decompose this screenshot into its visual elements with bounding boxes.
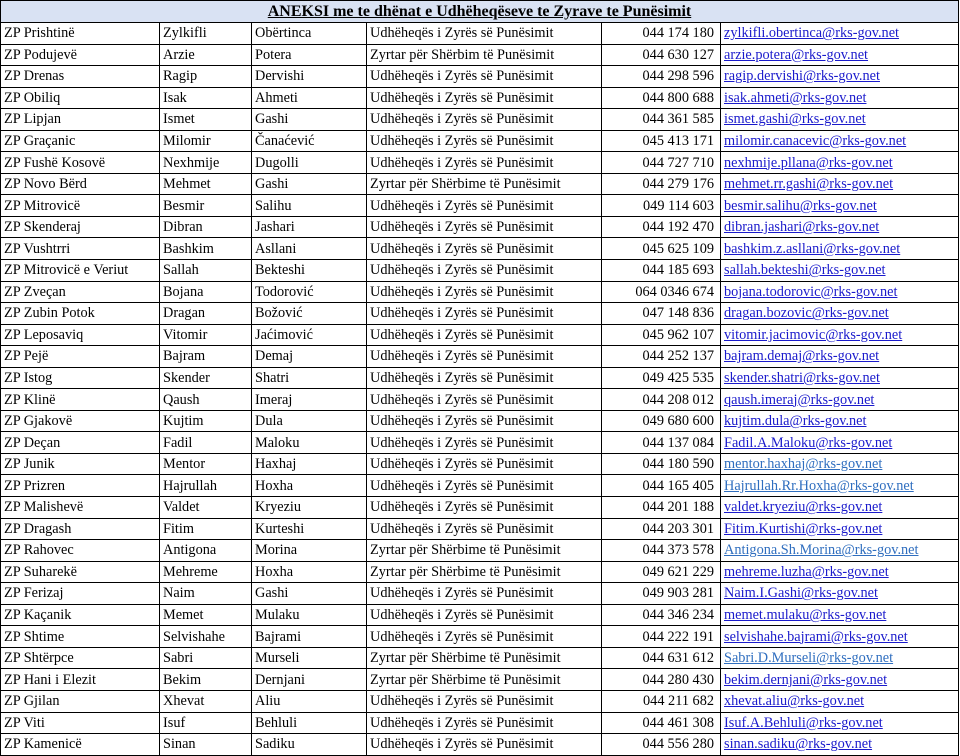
- first-name-cell: Bojana: [160, 281, 252, 303]
- table-row: [1, 432, 959, 454]
- last-name-cell: Morina: [252, 540, 367, 562]
- email-link[interactable]: selvishahe.bajrami@rks-gov.net: [721, 626, 959, 648]
- email-link[interactable]: bashkim.z.asllani@rks-gov.net: [721, 238, 959, 260]
- position-cell: Udhëheqës i Zyrës së Punësimit: [367, 367, 602, 389]
- last-name-cell: Dugolli: [252, 152, 367, 174]
- first-name-cell: Bashkim: [160, 238, 252, 260]
- phone-cell: 044 346 234: [602, 604, 721, 626]
- office-cell: ZP Suharekë: [1, 561, 160, 583]
- last-name-cell: Ahmeti: [252, 87, 367, 109]
- phone-cell: 044 631 612: [602, 647, 721, 669]
- first-name-cell: Valdet: [160, 497, 252, 519]
- office-cell: ZP Malishevë: [1, 497, 160, 519]
- phone-cell: 044 630 127: [602, 44, 721, 66]
- office-cell: ZP Gjilan: [1, 690, 160, 712]
- phone-cell: 049 903 281: [602, 583, 721, 605]
- email-link[interactable]: valdet.kryeziu@rks-gov.net: [721, 497, 959, 519]
- last-name-cell: Imeraj: [252, 389, 367, 411]
- phone-cell: 044 279 176: [602, 173, 721, 195]
- position-cell: Udhëheqës i Zyrës së Punësimit: [367, 87, 602, 109]
- table-row: [1, 583, 959, 605]
- phone-cell: 049 680 600: [602, 410, 721, 432]
- last-name-cell: Obërtinca: [252, 23, 367, 45]
- last-name-cell: Hoxha: [252, 475, 367, 497]
- position-cell: Udhëheqës i Zyrës së Punësimit: [367, 195, 602, 217]
- last-name-cell: Maloku: [252, 432, 367, 454]
- table-row: [1, 604, 959, 626]
- first-name-cell: Milomir: [160, 130, 252, 152]
- email-link[interactable]: ragip.dervishi@rks-gov.net: [721, 66, 959, 88]
- table-row: [1, 66, 959, 88]
- first-name-cell: Dibran: [160, 216, 252, 238]
- office-cell: ZP Podujevë: [1, 44, 160, 66]
- table-row: [1, 367, 959, 389]
- office-cell: ZP Pejë: [1, 346, 160, 368]
- phone-cell: 044 211 682: [602, 690, 721, 712]
- last-name-cell: Dernjani: [252, 669, 367, 691]
- first-name-cell: Vitomir: [160, 324, 252, 346]
- last-name-cell: Gashi: [252, 173, 367, 195]
- office-cell: ZP Prishtinë: [1, 23, 160, 45]
- last-name-cell: Potera: [252, 44, 367, 66]
- phone-cell: 045 962 107: [602, 324, 721, 346]
- office-cell: ZP Dragash: [1, 518, 160, 540]
- office-cell: ZP Klinë: [1, 389, 160, 411]
- office-cell: ZP Rahovec: [1, 540, 160, 562]
- first-name-cell: Sinan: [160, 734, 252, 756]
- last-name-cell: Haxhaj: [252, 453, 367, 475]
- position-cell: Udhëheqës i Zyrës së Punësimit: [367, 238, 602, 260]
- first-name-cell: Xhevat: [160, 690, 252, 712]
- email-link[interactable]: memet.mulaku@rks-gov.net: [721, 604, 959, 626]
- office-cell: ZP Novo Bërd: [1, 173, 160, 195]
- office-cell: ZP Drenas: [1, 66, 160, 88]
- email-link[interactable]: xhevat.aliu@rks-gov.net: [721, 690, 959, 712]
- table-row: [1, 260, 959, 282]
- email-link[interactable]: mehmet.rr.gashi@rks-gov.net: [721, 173, 959, 195]
- email-link[interactable]: qaush.imeraj@rks-gov.net: [721, 389, 959, 411]
- office-cell: ZP Zubin Potok: [1, 303, 160, 325]
- position-cell: Udhëheqës i Zyrës së Punësimit: [367, 324, 602, 346]
- phone-cell: 044 208 012: [602, 389, 721, 411]
- position-cell: Udhëheqës i Zyrës së Punësimit: [367, 432, 602, 454]
- table-row: [1, 195, 959, 217]
- email-link[interactable]: milomir.canacevic@rks-gov.net: [721, 130, 959, 152]
- last-name-cell: Todorović: [252, 281, 367, 303]
- first-name-cell: Fadil: [160, 432, 252, 454]
- first-name-cell: Memet: [160, 604, 252, 626]
- last-name-cell: Božović: [252, 303, 367, 325]
- office-cell: ZP Graçanic: [1, 130, 160, 152]
- office-cell: ZP Shtime: [1, 626, 160, 648]
- table-row: [1, 130, 959, 152]
- first-name-cell: Antigona: [160, 540, 252, 562]
- office-cell: ZP Lipjan: [1, 109, 160, 131]
- table-row: [1, 497, 959, 519]
- email-link[interactable]: isak.ahmeti@rks-gov.net: [721, 87, 959, 109]
- first-name-cell: Mentor: [160, 453, 252, 475]
- last-name-cell: Kurteshi: [252, 518, 367, 540]
- last-name-cell: Hoxha: [252, 561, 367, 583]
- position-cell: Udhëheqës i Zyrës së Punësimit: [367, 260, 602, 282]
- position-cell: Udhëheqës i Zyrës së Punësimit: [367, 216, 602, 238]
- email-link[interactable]: dibran.jashari@rks-gov.net: [721, 216, 959, 238]
- first-name-cell: Isuf: [160, 712, 252, 734]
- phone-cell: 044 180 590: [602, 453, 721, 475]
- position-cell: Udhëheqës i Zyrës së Punësimit: [367, 518, 602, 540]
- last-name-cell: Behluli: [252, 712, 367, 734]
- phone-cell: 044 361 585: [602, 109, 721, 131]
- position-cell: Udhëheqës i Zyrës së Punësimit: [367, 690, 602, 712]
- first-name-cell: Nexhmije: [160, 152, 252, 174]
- email-link[interactable]: arzie.potera@rks-gov.net: [721, 44, 959, 66]
- last-name-cell: Gashi: [252, 109, 367, 131]
- position-cell: Udhëheqës i Zyrës së Punësimit: [367, 66, 602, 88]
- office-cell: ZP Kamenicë: [1, 734, 160, 756]
- first-name-cell: Zylkifli: [160, 23, 252, 45]
- phone-cell: 044 192 470: [602, 216, 721, 238]
- email-link[interactable]: dragan.bozovic@rks-gov.net: [721, 303, 959, 325]
- table-row: [1, 44, 959, 66]
- phone-cell: 049 114 603: [602, 195, 721, 217]
- office-cell: ZP Shtërpce: [1, 647, 160, 669]
- email-link[interactable]: mehreme.luzha@rks-gov.net: [721, 561, 959, 583]
- table-row: [1, 346, 959, 368]
- phone-cell: 049 425 535: [602, 367, 721, 389]
- phone-cell: 044 137 084: [602, 432, 721, 454]
- office-cell: ZP Viti: [1, 712, 160, 734]
- first-name-cell: Sabri: [160, 647, 252, 669]
- table-row: [1, 324, 959, 346]
- email-link[interactable]: Sabri.D.Murseli@rks-gov.net: [721, 647, 959, 669]
- position-cell: Zyrtar për Shërbim të Punësimit: [367, 44, 602, 66]
- table-row: [1, 518, 959, 540]
- email-link[interactable]: sinan.sadiku@rks-gov.net: [721, 734, 959, 756]
- last-name-cell: Kryeziu: [252, 497, 367, 519]
- phone-cell: 044 252 137: [602, 346, 721, 368]
- office-cell: ZP Hani i Elezit: [1, 669, 160, 691]
- last-name-cell: Mulaku: [252, 604, 367, 626]
- office-cell: ZP Kaçanik: [1, 604, 160, 626]
- first-name-cell: Qaush: [160, 389, 252, 411]
- email-link[interactable]: zylkifli.obertinca@rks-gov.net: [721, 23, 959, 45]
- last-name-cell: Demaj: [252, 346, 367, 368]
- phone-cell: 044 298 596: [602, 66, 721, 88]
- email-link[interactable]: Naim.I.Gashi@rks-gov.net: [721, 583, 959, 605]
- last-name-cell: Sadiku: [252, 734, 367, 756]
- position-cell: Udhëheqës i Zyrës së Punësimit: [367, 23, 602, 45]
- phone-cell: 047 148 836: [602, 303, 721, 325]
- phone-cell: 044 165 405: [602, 475, 721, 497]
- table-row: [1, 410, 959, 432]
- position-cell: Udhëheqës i Zyrës së Punësimit: [367, 453, 602, 475]
- table-row: [1, 690, 959, 712]
- phone-cell: 049 621 229: [602, 561, 721, 583]
- last-name-cell: Bajrami: [252, 626, 367, 648]
- table-row: [1, 712, 959, 734]
- table-row: [1, 647, 959, 669]
- office-cell: ZP Ferizaj: [1, 583, 160, 605]
- office-cell: ZP Vushtrri: [1, 238, 160, 260]
- email-link[interactable]: bekim.dernjani@rks-gov.net: [721, 669, 959, 691]
- position-cell: Udhëheqës i Zyrës së Punësimit: [367, 604, 602, 626]
- last-name-cell: Salihu: [252, 195, 367, 217]
- first-name-cell: Bekim: [160, 669, 252, 691]
- office-cell: ZP Junik: [1, 453, 160, 475]
- office-cell: ZP Mitrovicë e Veriut: [1, 260, 160, 282]
- first-name-cell: Kujtim: [160, 410, 252, 432]
- email-link[interactable]: bajram.demaj@rks-gov.net: [721, 346, 959, 368]
- first-name-cell: Bajram: [160, 346, 252, 368]
- last-name-cell: Jaćimović: [252, 324, 367, 346]
- last-name-cell: Dula: [252, 410, 367, 432]
- last-name-cell: Aliu: [252, 690, 367, 712]
- position-cell: Udhëheqës i Zyrës së Punësimit: [367, 389, 602, 411]
- office-cell: ZP Fushë Kosovë: [1, 152, 160, 174]
- document-title: ANEKSI me te dhënat e Udhëheqëseve te Zyrave te Punësimit: [1, 1, 959, 23]
- email-link[interactable]: Fadil.A.Maloku@rks-gov.net: [721, 432, 959, 454]
- table-row: [1, 23, 959, 45]
- email-link[interactable]: Hajrullah.Rr.Hoxha@rks-gov.net: [721, 475, 959, 497]
- email-link[interactable]: nexhmije.pllana@rks-gov.net: [721, 152, 959, 174]
- position-cell: Udhëheqës i Zyrës së Punësimit: [367, 410, 602, 432]
- first-name-cell: Besmir: [160, 195, 252, 217]
- phone-cell: 044 556 280: [602, 734, 721, 756]
- position-cell: Udhëheqës i Zyrës së Punësimit: [367, 475, 602, 497]
- phone-cell: 044 461 308: [602, 712, 721, 734]
- last-name-cell: Murseli: [252, 647, 367, 669]
- first-name-cell: Mehreme: [160, 561, 252, 583]
- email-link[interactable]: Fitim.Kurtishi@rks-gov.net: [721, 518, 959, 540]
- table-row: [1, 303, 959, 325]
- table-row: [1, 152, 959, 174]
- table-row: [1, 669, 959, 691]
- first-name-cell: Fitim: [160, 518, 252, 540]
- phone-cell: 044 185 693: [602, 260, 721, 282]
- phone-cell: 044 800 688: [602, 87, 721, 109]
- position-cell: Zyrtar për Shërbime të Punësimit: [367, 561, 602, 583]
- first-name-cell: Dragan: [160, 303, 252, 325]
- office-cell: ZP Istog: [1, 367, 160, 389]
- office-cell: ZP Gjakovë: [1, 410, 160, 432]
- position-cell: Zyrtar për Shërbime të Punësimit: [367, 669, 602, 691]
- email-link[interactable]: Isuf.A.Behluli@rks-gov.net: [721, 712, 959, 734]
- position-cell: Udhëheqës i Zyrës së Punësimit: [367, 303, 602, 325]
- first-name-cell: Ragip: [160, 66, 252, 88]
- office-cell: ZP Zveçan: [1, 281, 160, 303]
- phone-cell: 044 201 188: [602, 497, 721, 519]
- phone-cell: 044 280 430: [602, 669, 721, 691]
- email-link[interactable]: besmir.salihu@rks-gov.net: [721, 195, 959, 217]
- email-link[interactable]: sallah.bekteshi@rks-gov.net: [721, 260, 959, 282]
- table-row: [1, 216, 959, 238]
- email-link[interactable]: skender.shatri@rks-gov.net: [721, 367, 959, 389]
- position-cell: Zyrtar për Shërbime të Punësimit: [367, 540, 602, 562]
- table-row: [1, 281, 959, 303]
- position-cell: Udhëheqës i Zyrës së Punësimit: [367, 346, 602, 368]
- email-link[interactable]: bojana.todorovic@rks-gov.net: [721, 281, 959, 303]
- last-name-cell: Jashari: [252, 216, 367, 238]
- last-name-cell: Gashi: [252, 583, 367, 605]
- email-link[interactable]: Antigona.Sh.Morina@rks-gov.net: [721, 540, 959, 562]
- phone-cell: 044 203 301: [602, 518, 721, 540]
- position-cell: Zyrtar për Shërbime të Punësimit: [367, 173, 602, 195]
- office-cell: ZP Leposaviq: [1, 324, 160, 346]
- office-cell: ZP Skenderaj: [1, 216, 160, 238]
- phone-cell: 045 413 171: [602, 130, 721, 152]
- email-link[interactable]: mentor.haxhaj@rks-gov.net: [721, 453, 959, 475]
- table-row: [1, 87, 959, 109]
- table-row: [1, 626, 959, 648]
- phone-cell: 044 174 180: [602, 23, 721, 45]
- last-name-cell: Čanaćević: [252, 130, 367, 152]
- phone-cell: 044 727 710: [602, 152, 721, 174]
- table-row: [1, 238, 959, 260]
- position-cell: Udhëheqës i Zyrës së Punësimit: [367, 281, 602, 303]
- office-cell: ZP Mitrovicë: [1, 195, 160, 217]
- table-row: [1, 173, 959, 195]
- position-cell: Udhëheqës i Zyrës së Punësimit: [367, 583, 602, 605]
- phone-cell: 044 222 191: [602, 626, 721, 648]
- first-name-cell: Isak: [160, 87, 252, 109]
- last-name-cell: Asllani: [252, 238, 367, 260]
- email-link[interactable]: ismet.gashi@rks-gov.net: [721, 109, 959, 131]
- phone-cell: 064 0346 674: [602, 281, 721, 303]
- office-cell: ZP Prizren: [1, 475, 160, 497]
- position-cell: Udhëheqës i Zyrës së Punësimit: [367, 152, 602, 174]
- first-name-cell: Hajrullah: [160, 475, 252, 497]
- position-cell: Zyrtar për Shërbime të Punësimit: [367, 647, 602, 669]
- last-name-cell: Shatri: [252, 367, 367, 389]
- first-name-cell: Ismet: [160, 109, 252, 131]
- last-name-cell: Dervishi: [252, 66, 367, 88]
- first-name-cell: Mehmet: [160, 173, 252, 195]
- position-cell: Udhëheqës i Zyrës së Punësimit: [367, 626, 602, 648]
- first-name-cell: Sallah: [160, 260, 252, 282]
- email-link[interactable]: kujtim.dula@rks-gov.net: [721, 410, 959, 432]
- office-cell: ZP Deçan: [1, 432, 160, 454]
- position-cell: Udhëheqës i Zyrës së Punësimit: [367, 734, 602, 756]
- last-name-cell: Bekteshi: [252, 260, 367, 282]
- phone-cell: 044 373 578: [602, 540, 721, 562]
- position-cell: Udhëheqës i Zyrës së Punësimit: [367, 712, 602, 734]
- first-name-cell: Naim: [160, 583, 252, 605]
- position-cell: Udhëheqës i Zyrës së Punësimit: [367, 497, 602, 519]
- office-cell: ZP Obiliq: [1, 87, 160, 109]
- phone-cell: 045 625 109: [602, 238, 721, 260]
- position-cell: Udhëheqës i Zyrës së Punësimit: [367, 130, 602, 152]
- table-row: [1, 109, 959, 131]
- first-name-cell: Skender: [160, 367, 252, 389]
- first-name-cell: Selvishahe: [160, 626, 252, 648]
- table-row: [1, 561, 959, 583]
- first-name-cell: Arzie: [160, 44, 252, 66]
- title-row: [1, 1, 959, 23]
- table-row: [1, 475, 959, 497]
- table-row: [1, 389, 959, 411]
- position-cell: Udhëheqës i Zyrës së Punësimit: [367, 109, 602, 131]
- table-row: [1, 540, 959, 562]
- email-link[interactable]: vitomir.jacimovic@rks-gov.net: [721, 324, 959, 346]
- table-row: [1, 453, 959, 475]
